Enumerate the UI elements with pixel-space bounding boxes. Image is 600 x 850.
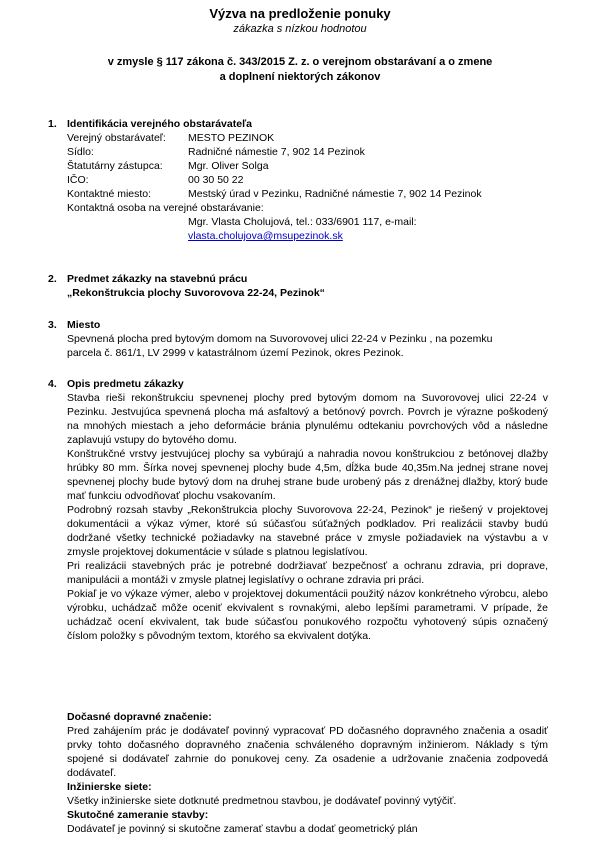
traffic-text: Pred zahájením prác je dodávateľ povinný vypracovať PD dočasného dopravného značenia a osadiť prvky tohto dočasného dopravného značenia schváleného dopravným inžinierom. Náklady s tým spojené si dodávateľ zahrnie do ponukovej ceny. Za osadenie a udržovanie značenia zodpovedá dodávateľ. <box>67 725 548 779</box>
section-3-number: 3. <box>48 319 57 331</box>
description-paragraph: Pokiaľ je vo výkaze výmer, alebo v projektovej dokumentácii použitý názov konkrétneho výrobcu, alebo výrobku, uchádzač môže oceniť ekvivalent s rovnakými, alebo lepšími parametrami. V prípade, že uchádzač ocení ekvivalent, tak bude súčasťou ponukového rozpočtu vyhotovený súpis označený číslom položky s pôvodným textom, ktorého sa ekvivalent dotýka. <box>67 588 548 642</box>
description-paragraph: Podrobný rozsah stavby „Rekonštrukcia plochy Suvorovova 22-24, Pezinok“ je riešený v projektovej dokumentácii a výkaz výmer, ktoré sú súčasťou súťažných podkladov. Pri realizácii stavby budú dodržané všetky technické požiadavky na stavebné práce v zmysle požiadaviek na výstavbu a v zmysle projektovej dokumentácie v súlade s platnou legislatívou. <box>67 504 548 558</box>
section-1-heading: Identifikácia verejného obstarávateľa <box>67 118 252 130</box>
contact-email-link[interactable]: vlasta.cholujova@msupezinok.sk <box>188 230 343 242</box>
seat-value: Radničné námestie 7, 902 14 Pezinok <box>188 146 365 158</box>
contracting-authority-label: Verejný obstarávateľ: <box>67 132 166 144</box>
traffic-heading: Dočasné dopravné značenie: <box>67 711 212 723</box>
law-reference-line-2: a doplnení niektorých zákonov <box>219 71 381 83</box>
section-2-number: 2. <box>48 273 57 285</box>
ico-value: 00 30 50 22 <box>188 174 244 186</box>
survey-text: Dodávateľ je povinný si skutočne zamerať stavbu a dodať geometrický plán <box>67 823 418 835</box>
law-reference-line-1: v zmysle § 117 zákona č. 343/2015 Z. z. o verejnom obstarávaní a o zmene <box>107 56 493 68</box>
seat-label: Sídlo: <box>67 146 94 158</box>
utilities-heading: Inžinierske siete: <box>67 781 152 793</box>
contracting-authority-value: MESTO PEZINOK <box>188 132 275 144</box>
section-4-heading: Opis predmetu zákazky <box>67 378 184 390</box>
contact-person-label: Kontaktná osoba na verejné obstarávanie: <box>67 202 264 214</box>
traffic-block <box>67 710 548 836</box>
utilities-text: Všetky inžinierske siete dotknuté predmetnou stavbou, je dodávateľ povinný vytýčiť. <box>67 795 457 807</box>
description-paragraph: Konštrukčné vrstvy jestvujúcej plochy sa vybúrajú a nahradia novou konštrukciou z betónovej dlažby hrúbky 80 mm. Šírka novej spevnenej plochy bude 4,5m, dĺžka bude 40,35m.Na jednej strane novej spevnenej plochy bude bytový dom na druhej strane bude urobený pás z drenážnej dlažby, ktorý bude mať funkciu odvodňovať plochu vsakovaním. <box>67 448 548 502</box>
location-line-1: Spevnená plocha pred bytovým domom na Suvorovovej ulici 22-24 v Pezinku , na pozemku <box>67 333 493 345</box>
description-block <box>67 391 548 643</box>
contract-subject: „Rekonštrukcia plochy Suvorovova 22-24, Pezinok“ <box>67 287 325 299</box>
document-title: Výzva na predloženie ponuky <box>209 6 391 21</box>
section-1-number: 1. <box>48 118 57 130</box>
section-4-number: 4. <box>48 378 57 390</box>
document-subtitle: zákazka s nízkou hodnotou <box>233 23 367 35</box>
survey-heading: Skutočné zameranie stavby: <box>67 809 209 821</box>
statutory-rep-value: Mgr. Oliver Solga <box>188 160 269 172</box>
contact-place-value: Mestský úrad v Pezinku, Radničné námestie 7, 902 14 Pezinok <box>188 188 482 200</box>
contact-place-label: Kontaktné miesto: <box>67 188 152 200</box>
section-2-heading: Predmet zákazky na stavebnú prácu <box>67 273 248 285</box>
ico-label: IČO: <box>67 174 89 186</box>
statutory-rep-label: Štatutárny zástupca: <box>67 160 163 172</box>
description-paragraph: Stavba rieši rekonštrukciu spevnenej plochy pred bytovým domom na Suvorovovej ulici 22-24 v Pezinku. Jestvujúca spevnená plocha má asfaltový a betónový povrch. Povrch je výrazne poškodený na mnohých miestach a jeho deformácie bránia plynulému odtekaniu povrchových vôd a následne zaplavujú vstupy do bytového domu. <box>67 392 548 446</box>
location-line-2: parcela č. 861/1, LV 2999 v katastrálnom území Pezinok, okres Pezinok. <box>67 347 404 359</box>
section-3-heading: Miesto <box>67 319 101 331</box>
description-paragraph: Pri realizácii stavebných prác je potrebné dodržiavať bezpečnosť a ochranu zdravia, pri doprave, manipulácii a montáži v zmysle platnej legislatívy o ochrane zdravia pri práci. <box>67 560 548 586</box>
contact-person-value: Mgr. Vlasta Cholujová, tel.: 033/6901 117, e-mail: <box>188 216 417 228</box>
